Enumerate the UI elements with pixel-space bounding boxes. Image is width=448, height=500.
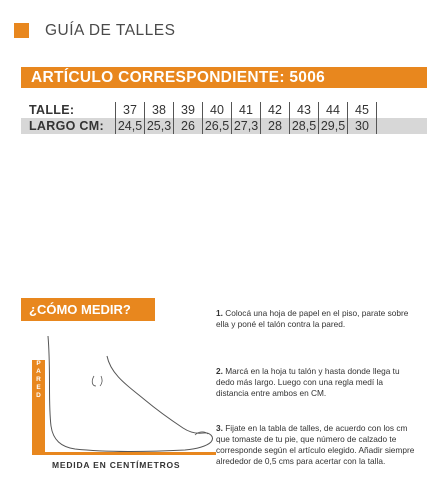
header-accent-square [14,23,29,38]
size-cell: 42 [261,102,290,118]
length-cell: 28 [261,118,290,134]
length-cell: 24,5 [116,118,145,134]
length-cell: 30 [348,118,377,134]
length-cell: 25,3 [145,118,174,134]
size-row-label: TALLE: [29,103,75,117]
length-row-label: LARGO CM: [21,118,116,134]
wall-letter: A [36,368,41,375]
step-number: 1. [216,308,223,318]
wall-letter: D [36,392,41,399]
step-text: Marcá en la hoja tu talón y hasta donde llega tu dedo más largo. Luego con una regla medí la distancia entre ambos en CM. [216,366,400,398]
size-cell: 39 [174,102,203,118]
step-number: 2. [216,366,223,376]
step-1 [216,308,416,330]
size-cell: 38 [145,102,174,118]
wall-letter: R [36,376,41,383]
step-text: Colocá una hoja de papel en el piso, parate sobre ella y poné el talón contra la pared. [216,308,409,329]
how-to-measure-banner: ¿CÓMO MEDIR? [21,298,155,321]
size-cell: 40 [203,102,232,118]
foot-icon [45,332,220,456]
wall-letter: P [36,360,41,367]
step-2 [216,366,416,399]
length-cell: 28,5 [290,118,319,134]
wall-label [33,360,44,400]
measure-caption: MEDIDA EN CENTÍMETROS [52,460,181,470]
wall-letter: E [36,384,41,391]
size-cell: 44 [319,102,348,118]
size-cell: 37 [116,102,145,118]
table-filler [377,118,428,134]
size-cell: 45 [348,102,377,118]
step-text: Fijate en la tabla de talles, de acuerdo con los cm que tomaste de tu pie, que número de calzado te corresponde según el artículo elegido. Añadir siempre alrededor de 0,5 cms para acertar con la talla. [216,423,415,466]
size-cell: 41 [232,102,261,118]
size-row [21,102,427,118]
article-banner: ARTÍCULO CORRESPONDIENTE: 5006 [21,67,427,88]
length-cell: 26,5 [203,118,232,134]
length-cell: 26 [174,118,203,134]
page-title: GUÍA DE TALLES [45,22,176,39]
length-cell: 29,5 [319,118,348,134]
size-cell: 43 [290,102,319,118]
step-number: 3. [216,423,223,433]
size-table [21,102,427,134]
step-3 [216,423,416,467]
length-row [21,118,427,134]
length-cell: 27,3 [232,118,261,134]
table-filler [377,102,428,118]
measure-base-line [32,452,216,455]
